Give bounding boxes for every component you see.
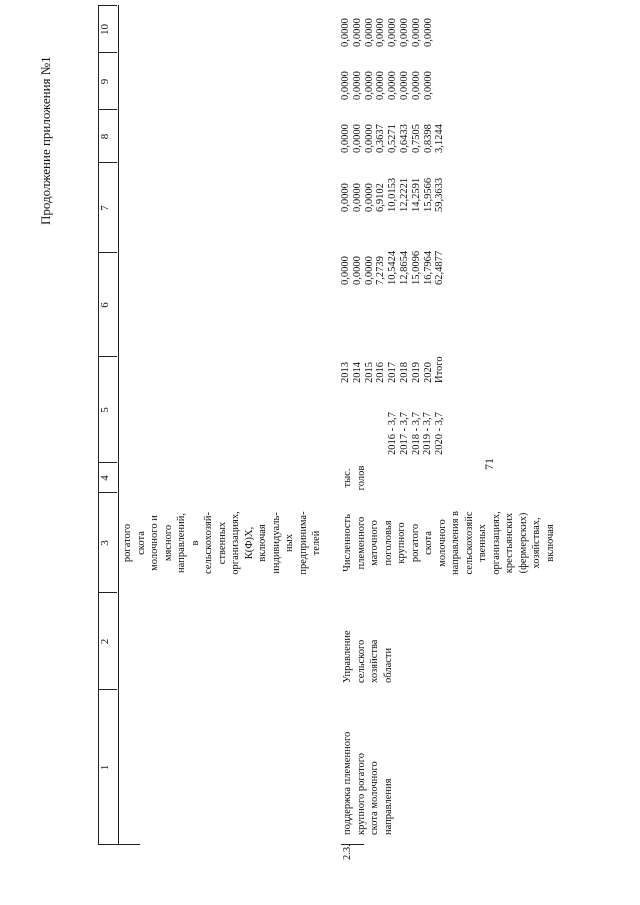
value-cell: 0,0000 xyxy=(340,18,351,47)
col-number-9: 9 xyxy=(99,78,111,85)
value-cell: 0,3637 xyxy=(375,124,387,153)
value-cell: 0,7505 xyxy=(410,124,422,153)
value-cell: 0,0000 xyxy=(340,71,351,100)
value-cell: 0,0000 xyxy=(340,124,351,153)
col-number-3: 3 xyxy=(99,540,111,546)
value-cell: 0,0000 xyxy=(340,256,351,285)
page-number: 71 xyxy=(482,458,496,470)
year-label: 2019 xyxy=(410,362,422,383)
col-number-10: 10 xyxy=(99,24,111,35)
year-label: 2014 xyxy=(351,362,363,383)
value-cell: 0,0000 xyxy=(375,71,387,100)
value-cell: 15,0096 xyxy=(410,250,422,285)
col-number-5: 5 xyxy=(99,407,111,413)
row-years xyxy=(340,356,446,383)
col-number-8: 8 xyxy=(99,133,111,140)
target-value: 2019 - 3,7 xyxy=(422,412,434,455)
value-cell: 15,9566 xyxy=(422,177,434,212)
value-cell: 0,0000 xyxy=(351,256,363,285)
value-cell: 0,0000 xyxy=(387,18,399,47)
value-cell: 0,0000 xyxy=(363,71,375,100)
col-number-7: 7 xyxy=(99,205,111,211)
prev-row-indicator-tail: рогатого скота молочного и мясного направлений, в сельскохозяй- ственных организациях, К(Ф)Х, включая индивидуаль- ных предпринима- телей xyxy=(122,511,322,575)
year-label: 2017 xyxy=(387,362,399,383)
col-number-6: 6 xyxy=(99,302,111,308)
row-responsible: Управление сельского хозяйства области xyxy=(342,630,394,683)
value-cell: 10,5424 xyxy=(387,250,399,285)
value-cell: 0,0000 xyxy=(398,18,410,47)
value-cell: 0,0000 xyxy=(351,124,363,153)
col-number-1: 1 xyxy=(99,764,111,771)
appendix-title: Продолжение приложения №1 xyxy=(38,56,53,225)
value-cell: 0,0000 xyxy=(363,256,375,285)
col8-values xyxy=(340,124,446,153)
value-cell: 0,0000 xyxy=(363,183,375,212)
col-number-2: 2 xyxy=(99,638,111,645)
value-cell: 0,0000 xyxy=(363,18,375,47)
col7-values xyxy=(340,178,446,212)
value-cell: 14,2591 xyxy=(410,177,422,212)
year-label: 2013 xyxy=(340,362,351,383)
value-cell: 0,5271 xyxy=(387,124,399,153)
target-value: 2016 - 3,7 xyxy=(387,412,398,455)
target-value: 2018 - 3,7 xyxy=(410,412,422,455)
value-cell: 62,4877 xyxy=(434,250,446,285)
year-label: 2018 xyxy=(398,362,410,383)
col9-values xyxy=(340,71,434,100)
col6-values xyxy=(340,251,446,285)
value-cell: 3,1244 xyxy=(434,124,446,153)
year-label: 2020 xyxy=(422,362,434,383)
year-label: 2016 xyxy=(375,362,387,383)
value-cell: 0,6433 xyxy=(398,124,410,153)
row-unit: тыс. голов xyxy=(342,465,367,491)
value-cell: 59,3633 xyxy=(434,177,446,212)
value-cell: 12,2221 xyxy=(398,177,410,212)
value-cell: 0,0000 xyxy=(375,18,387,47)
value-cell: 0,0000 xyxy=(398,71,410,100)
value-cell: 0,0000 xyxy=(422,18,434,47)
value-cell: 12,8654 xyxy=(398,250,410,285)
col-number-4: 4 xyxy=(99,475,111,481)
table-left-border xyxy=(117,844,140,845)
value-cell: 0,0000 xyxy=(422,71,434,100)
year-label: 2015 xyxy=(363,362,375,383)
value-cell: 0,8398 xyxy=(422,124,434,153)
row-targets xyxy=(387,412,446,455)
value-cell: 0,0000 xyxy=(410,18,422,47)
row-activity: поддержка племенного крупного рогатого скота молочного направления xyxy=(342,731,394,835)
row-number: 2.3. xyxy=(342,844,353,860)
target-value: 2020 - 3,7 xyxy=(434,412,446,455)
value-cell: 0,0000 xyxy=(410,71,422,100)
value-cell: 0,0000 xyxy=(351,18,363,47)
target-value: 2017 - 3,7 xyxy=(398,412,410,455)
value-cell: 10,0153 xyxy=(387,177,399,212)
value-cell: 0,0000 xyxy=(351,183,363,212)
value-cell: 16,7964 xyxy=(422,250,434,285)
value-cell: 0,0000 xyxy=(363,124,375,153)
row-indicator: Численность племенного маточного поголовья крупного рогатого скота молочного направления в сельскохозяйс твенных организациях, крестьянских (фермерских) хозяйствах, включая xyxy=(342,510,556,576)
value-cell: 0,0000 xyxy=(340,183,351,212)
value-cell: 0,0000 xyxy=(351,71,363,100)
value-cell: 0,0000 xyxy=(387,71,399,100)
col10-values xyxy=(340,18,434,47)
value-cell: 6,9102 xyxy=(375,183,387,212)
year-label: Итого xyxy=(434,356,446,383)
value-cell: 7,2739 xyxy=(375,256,387,285)
